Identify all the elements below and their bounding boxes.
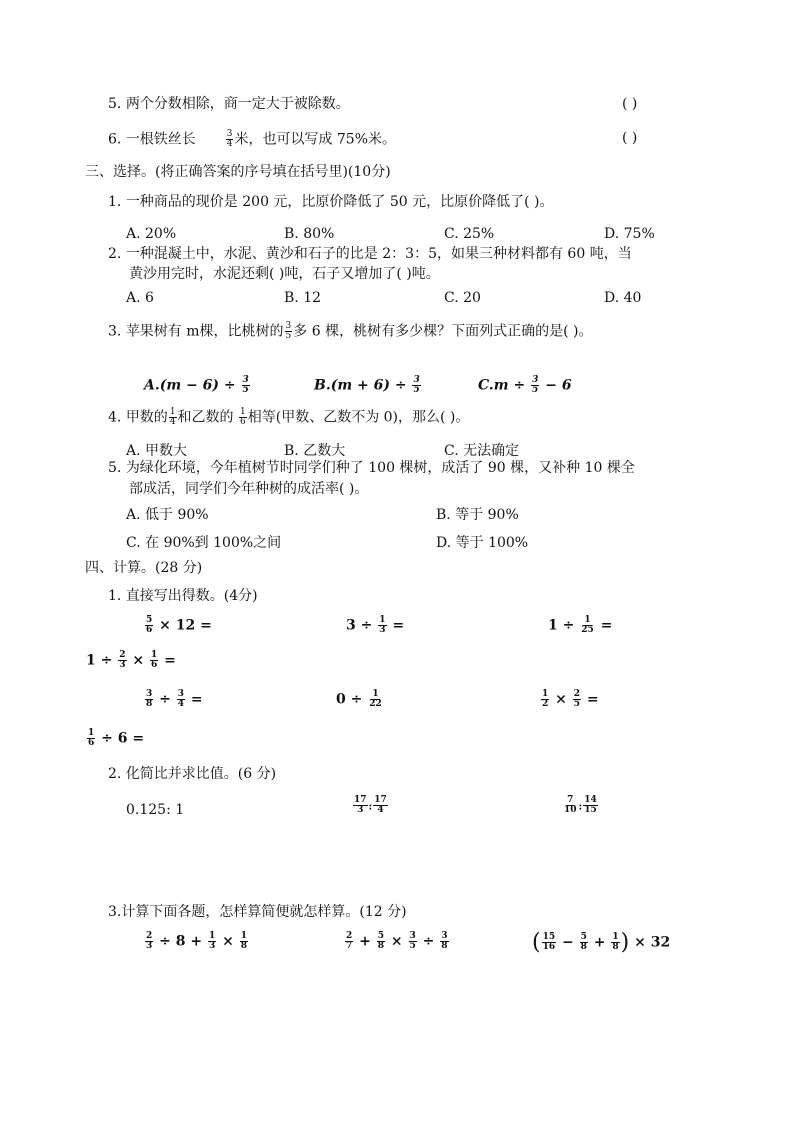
- expr-5: $\frac{3}{8}$ ÷ $\frac{3}{4}$ =: [146, 689, 203, 709]
- option-a[interactable]: A. 6: [126, 290, 154, 306]
- expr-4: 1 ÷ $\frac{2}{3}$ × $\frac{1}{6}$ =: [86, 650, 176, 670]
- option-a[interactable]: A. 甲数大: [126, 443, 188, 459]
- q-text: 米，也可以写成 75%米。: [234, 131, 397, 148]
- option-c[interactable]: C. 无法确定: [444, 443, 520, 459]
- option-d[interactable]: D. 等于 100%: [436, 535, 529, 551]
- answer-paren[interactable]: ( ): [622, 96, 638, 112]
- option-b[interactable]: B. 80%: [284, 226, 335, 242]
- choice-q5-line1: 5. 为绿化环境，今年植树节时同学们种了 100 棵树，成活了 90 棵，又补种 10 棵全: [108, 460, 635, 476]
- ratio-3: $\frac{7}{10}$ : $\frac{14}{15}$: [564, 795, 597, 815]
- section-title: 四、计算。(28 分): [85, 560, 203, 576]
- option-c[interactable]: C.m ÷ $\frac{3}{5}$ − 6: [478, 375, 572, 395]
- choice-q1: 1. 一种商品的现价是 200 元，比原价降低了 50 元，比原价降低了( )。: [108, 194, 554, 210]
- fraction: $\frac{3}{4}$: [226, 129, 233, 149]
- option-a[interactable]: A. 低于 90%: [126, 507, 209, 523]
- calc-2: $\frac{2}{7}$ + $\frac{5}{8}$ × $\frac{3}{5}$ ÷ $\frac{3}{8}$: [346, 931, 448, 951]
- choice-q2-line1: 2. 一种混凝土中，水泥、黄沙和石子的比是 2：3：5，如果三种材料都有 60 吨，当: [108, 246, 632, 262]
- choice-q5-line2: 部成活，同学们今年种树的成活率( )。: [129, 481, 369, 497]
- expr-2: 3 ÷ $\frac{1}{3}$ =: [346, 615, 405, 635]
- q-number: 5.: [108, 96, 122, 112]
- option-c[interactable]: C. 在 90%到 100%之间: [126, 535, 282, 551]
- option-b[interactable]: B. 乙数大: [284, 443, 346, 459]
- q-text: 一根铁丝长: [125, 131, 196, 148]
- choice-q2-line2: 黄沙用完时，水泥还剩( )吨，石子又增加了( )吨。: [129, 266, 440, 282]
- option-d[interactable]: D. 75%: [604, 226, 655, 242]
- expr-7: $\frac{1}{2}$ × $\frac{2}{5}$ =: [542, 689, 599, 709]
- expr-6: 0 ÷ $\frac{1}{22}$: [336, 689, 382, 709]
- q-number: 6.: [108, 131, 122, 148]
- expr-8: $\frac{1}{6}$ ÷ 6 =: [88, 728, 145, 748]
- calc-1: $\frac{2}{3}$ ÷ 8 + $\frac{1}{3}$ × $\frac{1}{8}$: [146, 931, 247, 951]
- fraction: $\frac{3}{5}$: [285, 321, 292, 341]
- expr-3: 1 ÷ $\frac{1}{25}$ =: [548, 615, 613, 635]
- section-title: 三、选择。(将正确答案的序号填在括号里)(10分): [85, 164, 391, 180]
- answer-paren[interactable]: ( ): [622, 130, 638, 146]
- calc-3: ( $\frac{15}{16}$ − $\frac{5}{8}$ + $\frac{1}{8}$ ) × 32: [532, 930, 671, 955]
- part-label: 3.计算下面各题，怎样算简便就怎样算。(12 分): [108, 904, 407, 920]
- option-c[interactable]: C. 25%: [444, 226, 495, 242]
- judge-q6: [108, 130, 396, 149]
- ratio-1: 0.125: 1: [126, 802, 185, 818]
- part-label: 1. 直接写出得数。(4分): [108, 588, 258, 604]
- option-d[interactable]: D. 40: [604, 290, 642, 306]
- ratio-2: $\frac{17}{3}$ : $\frac{17}{4}$: [354, 795, 387, 815]
- expr-1: $\frac{5}{6}$ × 12 =: [146, 615, 212, 635]
- choice-q4: 4. 甲数的 $\frac{1}{4}$ 和乙数的 $\frac{1}{6}$ 相等(甲数、乙数不为 0)，那么( )。: [108, 407, 470, 427]
- q-text: 两个分数相除，商一定大于被除数。: [125, 96, 350, 112]
- option-a[interactable]: A. 20%: [126, 226, 177, 242]
- option-a[interactable]: A.(m − 6) ÷ $\frac{3}{5}$: [144, 375, 249, 395]
- part-label: 2. 化简比并求比值。(6 分): [108, 766, 277, 782]
- option-b[interactable]: B. 等于 90%: [436, 507, 519, 523]
- option-b[interactable]: B.(m + 6) ÷ $\frac{3}{5}$: [314, 375, 420, 395]
- choice-q3: 3. 苹果树有 m棵，比桃树的 $\frac{3}{5}$ 多 6 棵，桃树有多少棵？下面列式正确的是( )。: [108, 321, 593, 341]
- option-c[interactable]: C. 20: [444, 290, 481, 306]
- option-b[interactable]: B. 12: [284, 290, 322, 306]
- judge-q5: [108, 96, 350, 112]
